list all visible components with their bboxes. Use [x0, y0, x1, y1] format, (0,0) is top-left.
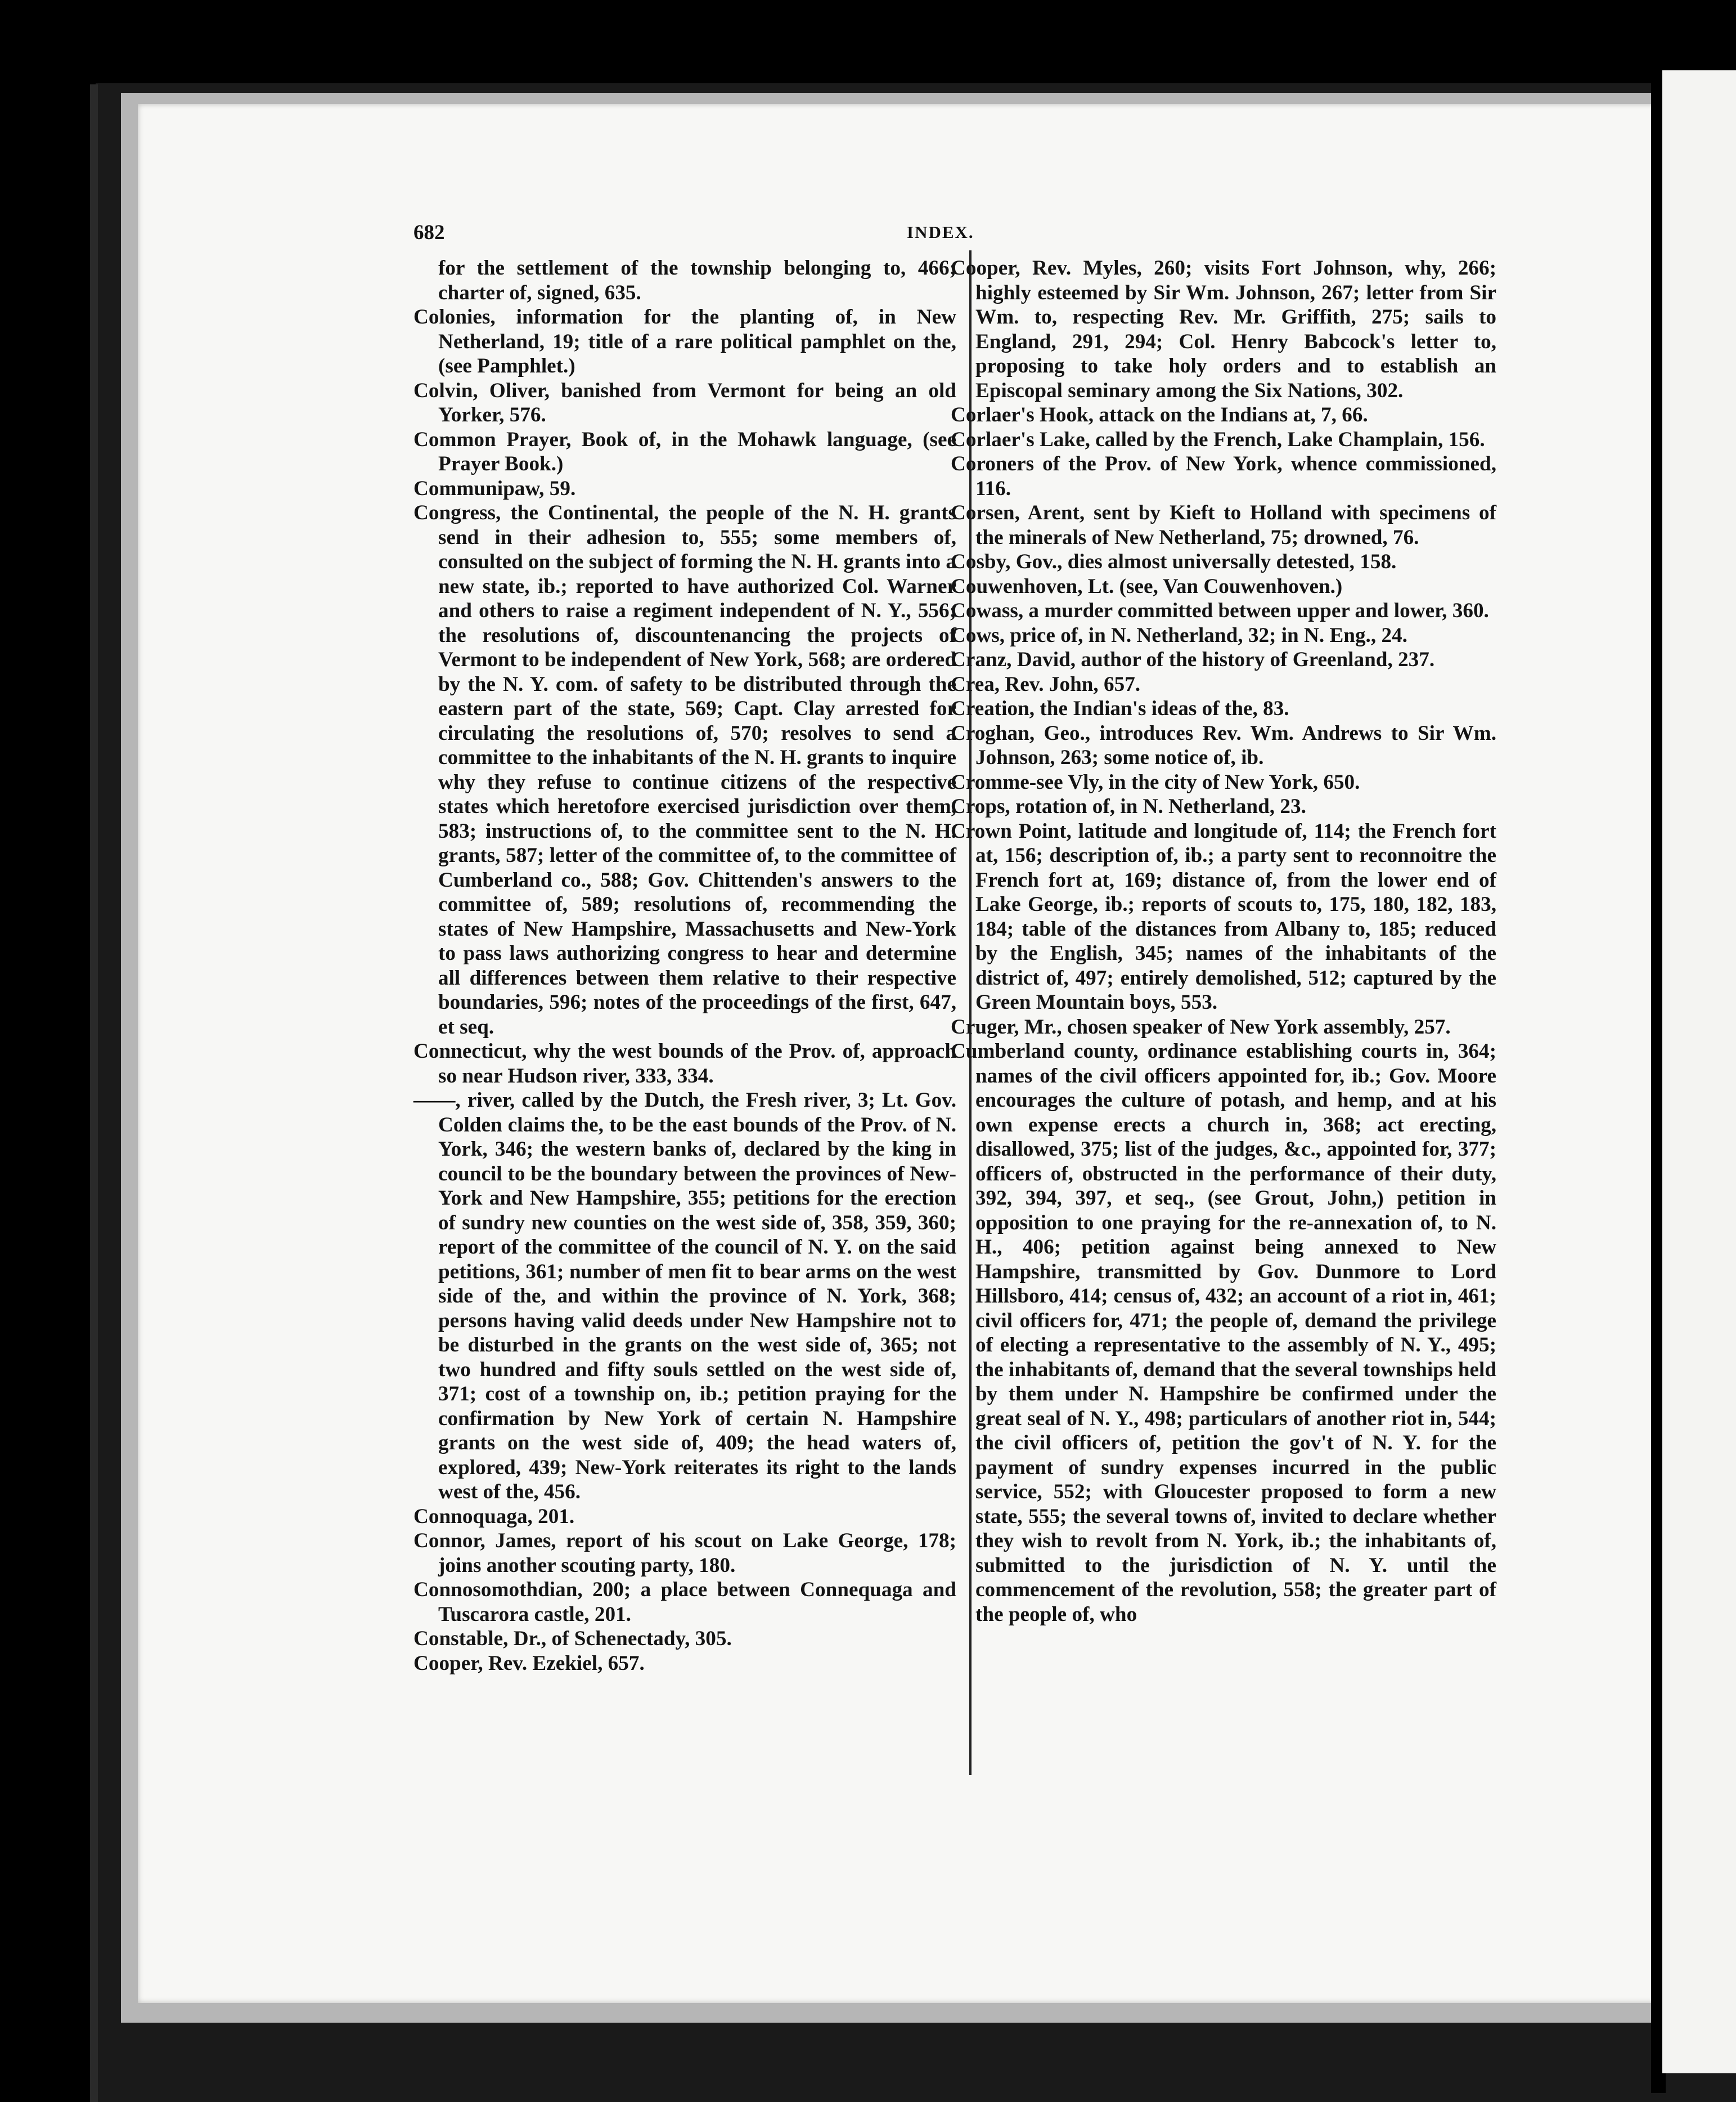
index-entry: Cooper, Rev. Myles, 260; visits Fort Johnson, why, 266; highly esteemed by Sir Wm. Johnson, 267; letter from Sir Wm. to, respecting Rev. Mr. Griffith, 275; sails to England, 291, 294; Col. Henry Babcock's letter to, proposing to take holy orders and to establish an Episcopal seminary among the Six Nations, 302.	[951, 257, 1496, 402]
index-entry: Cowass, a murder committed between upper and lower, 360.	[951, 599, 1489, 622]
index-entry: Cranz, David, author of the history of Greenland, 237.	[951, 648, 1435, 671]
running-head: INDEX.	[907, 222, 974, 242]
index-entry: Colvin, Oliver, banished from Vermont for being an old Yorker, 576.	[413, 379, 956, 426]
index-entry: Communipaw, 59.	[413, 477, 576, 500]
index-entry: Couwenhoven, Lt. (see, Van Couwenhoven.)	[951, 574, 1343, 598]
index-entry: for the settlement of the township belonging to, 466; charter of, signed, 635.	[438, 257, 956, 304]
index-entry: Cows, price of, in N. Netherland, 32; in N. Eng., 24.	[951, 623, 1407, 647]
index-entry: Congress, the Continental, the people of the N. H. grants send in their adhesion to, 555; some members of, consulted on the subject of forming the N. H. grants into a new state, ib.; reported to have authorized Col. Warner and others to raise a regiment independent of N. Y., 556; the resolutions of, discountenancing the projects of Vermont to be independent of New York, 568; are ordered by the N. Y. com. of safety to be distributed through the eastern part of the state, 569; Capt. Clay arrested for circulating the resolutions of, 570; resolves to send a committee to the inhabitants of the N. H. grants to inquire why they refuse to continue citizens of the respective states which heretofore exercised jurisdiction over them, 583; instructions of, to the committee sent to the N. H. grants, 587; letter of the committee of, to the committee of Cumberland co., 588; Gov. Chittenden's answers to the committee of, 589; resolutions of, recommending the states of New Hampshire, Massachusetts and New-York to pass laws authorizing congress to hear and determine all differences between them relative to their respective boundaries, 596; notes of the proceedings of the first, 647, et seq.	[413, 501, 956, 1039]
index-entry: Corsen, Arent, sent by Kieft to Holland with specimens of the minerals of New Netherland, 75; drowned, 76.	[951, 501, 1496, 549]
index-entry: ——, river, called by the Dutch, the Fresh river, 3; Lt. Gov. Colden claims the, to be the east bounds of the Prov. of N. York, 346; the western banks of, declared by the king in council to be the boundary between the provinces of New-York and New Hampshire, 355; petitions for the erection of sundry new counties on the west side of, 358, 359, 360; report of the committee of the council of N. Y. on the said petitions, 361; number of men fit to bear arms on the west side of the, and within the province of N. York, 368; persons having valid deeds under New Hampshire not to be disturbed in the grants on the west side of, 365; not two hundred and fifty souls settled on the west side of, 371; cost of a township on, ib.; petition praying for the confirmation by New York of certain N. Hampshire grants on the west side of, 409; the head waters of, explored, 439; New-York reiterates its right to the lands west of the, 456.	[413, 1089, 956, 1503]
left-column	[413, 256, 956, 1676]
index-entry: Connecticut, why the west bounds of the Prov. of, approach so near Hudson river, 333, 334.	[413, 1040, 956, 1088]
right-column	[951, 256, 1496, 1627]
index-entry: Coroners of the Prov. of New York, whence commissioned, 116.	[951, 452, 1496, 500]
index-entry: Common Prayer, Book of, in the Mohawk language, (see Prayer Book.)	[413, 428, 956, 475]
index-entry: Colonies, information for the planting of, in New Netherland, 19; title of a rare political pamphlet on the, (see Pamphlet.)	[413, 306, 956, 378]
index-entry: Creation, the Indian's ideas of the, 83.	[951, 697, 1289, 720]
index-entry: Corlaer's Hook, attack on the Indians at, 7, 66.	[951, 403, 1368, 426]
index-entry: Connor, James, report of his scout on Lake George, 178; joins another scouting party, 180.	[413, 1529, 956, 1577]
index-entry: Corlaer's Lake, called by the French, Lake Champlain, 156.	[951, 428, 1485, 451]
facing-page-edge	[1662, 70, 1736, 2073]
index-entry: Constable, Dr., of Schenectady, 305.	[413, 1627, 732, 1650]
page-header	[0, 221, 1736, 254]
index-entry: Cooper, Rev. Ezekiel, 657.	[413, 1651, 645, 1675]
index-entry: Cosby, Gov., dies almost universally detested, 158.	[951, 550, 1397, 573]
index-entry: Crown Point, latitude and longitude of, 114; the French fort at, 156; description of, ib.; a party sent to reconnoitre the French fort at, 169; distance of, from the lower end of Lake George, ib.; reports of scouts to, 175, 180, 182, 183, 184; table of the distances from Albany to, 185; reduced by the English, 345; names of the inhabitants of the district of, 497; entirely demolished, 512; captured by the Green Mountain boys, 553.	[951, 819, 1496, 1014]
index-entry: Crops, rotation of, in N. Netherland, 23.	[951, 795, 1306, 818]
index-entry: Crea, Rev. John, 657.	[951, 672, 1141, 696]
page-number: 682	[413, 221, 445, 244]
index-entry: Connoquaga, 201.	[413, 1504, 575, 1528]
index-entry: Cromme-see Vly, in the city of New York, 650.	[951, 770, 1360, 794]
index-entry: Cruger, Mr., chosen speaker of New York assembly, 257.	[951, 1015, 1451, 1039]
index-entry: Cumberland county, ordinance establishing courts in, 364; names of the civil officers appointed for, ib.; Gov. Moore encourages the culture of potash, and hemp, and at his own expense erects a church in, 368; act erecting, disallowed, 375; list of the judges, &c., appointed for, 377; officers of, obstructed in the performance of their duty, 392, 394, 397, et seq., (see Grout, John,) petition in opposition to one praying for the re-annexation of, to N. H., 406; petition against being annexed to New Hampshire, transmitted by Gov. Dunmore to Lord Hillsboro, 414; census of, 432; an account of a riot in, 461; civil officers for, 471; the people of, demand the privilege of electing a representative to the assembly of N. Y., 495; the inhabitants of, demand that the several townships held by them under N. Hampshire be confirmed under the great seal of N. Y., 498; particulars of another riot in, 544; the civil officers of, petition the gov't of N. Y. for the payment of sundry expenses incurred in the public service, 552; with Gloucester proposed to form a new state, 555; the several towns of, invited to declare whether they wish to revolt from N. York, ib.; the inhabitants of, submitted to the jurisdiction of N. Y. until the commencement of the revolution, 558; the greater part of the people of, who	[951, 1040, 1496, 1626]
index-entry: Connosomothdian, 200; a place between Connequaga and Tuscarora castle, 201.	[413, 1578, 956, 1626]
index-entry: Croghan, Geo., introduces Rev. Wm. Andrews to Sir Wm. Johnson, 263; some notice of, ib.	[951, 721, 1496, 769]
binding-edge	[90, 84, 98, 2102]
